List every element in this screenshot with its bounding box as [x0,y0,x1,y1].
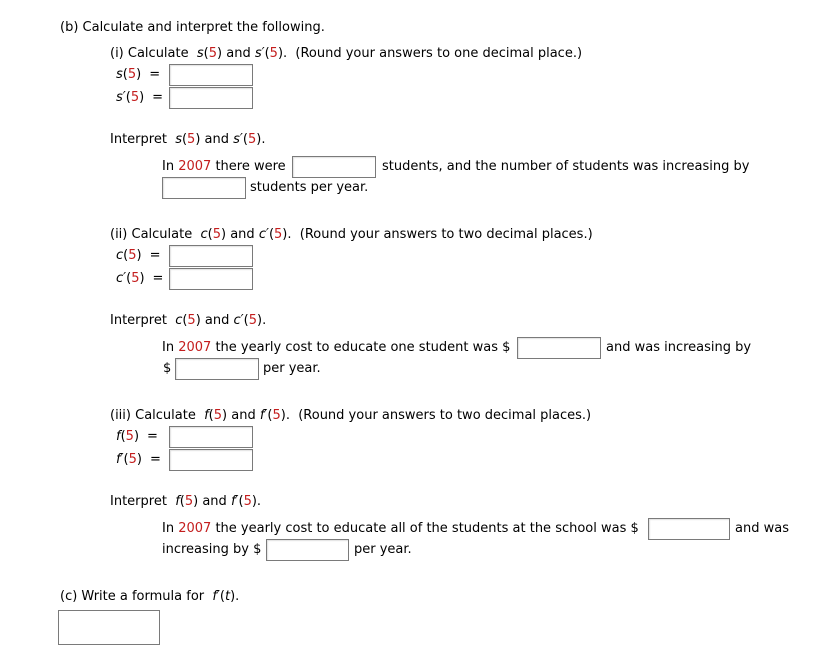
formula-input[interactable] [58,610,160,645]
c-prime-5-label: c′(5) = [116,271,164,286]
sub-ii-interpret-heading: Interpret c(5) and c′(5). [110,313,267,328]
c-prime-5-input[interactable] [169,268,253,290]
sub-i-sentence-line2: students per year. [250,180,369,195]
sub-iii-sentence-line1b: and was [735,521,789,536]
sub-i-sentence-line1b: students, and the number of students was increasing by [382,159,750,174]
cost-per-student-input[interactable] [517,337,601,359]
sub-ii-sentence-line2: per year. [263,361,321,376]
students-count-input[interactable] [292,156,376,178]
s-prime-5-input[interactable] [169,87,253,109]
f5-input[interactable] [169,426,253,448]
sub-iii-sentence-line1a: In 2007 the yearly cost to educate all of the students at the school was $ [162,521,639,536]
sub-iii-sentence-line2a: increasing by $ [162,542,262,557]
sub-iii-interpret-heading: Interpret f(5) and f′(5). [110,494,262,509]
part-c-heading: (c) Write a formula for f′(t). [60,589,240,604]
s-prime-5-label: s′(5) = [116,90,164,105]
sub-i-interpret-heading: Interpret s(5) and s′(5). [110,132,266,147]
f-prime-5-label: f′(5) = [116,452,161,467]
s5-input[interactable] [169,64,253,86]
students-rate-input[interactable] [162,177,246,199]
sub-i-sentence-line1a: In 2007 there were [162,159,286,174]
sub-ii-sentence-line1b: and was increasing by [606,340,752,355]
f-prime-5-input[interactable] [169,449,253,471]
part-b-heading: (b) Calculate and interpret the following. [60,20,325,35]
sub-iii-prompt: (iii) Calculate f(5) and f′(5). (Round your answers to two decimal places.) [110,408,592,423]
sub-i-prompt: (i) Calculate s(5) and s′(5). (Round your answers to one decimal place.) [110,46,583,61]
s5-label: s(5) = [116,67,161,82]
total-cost-input[interactable] [648,518,730,540]
sub-ii-prompt: (ii) Calculate c(5) and c′(5). (Round your answers to two decimal places.) [110,227,593,242]
c5-input[interactable] [169,245,253,267]
total-cost-rate-input[interactable] [266,539,349,561]
dollar-sign: $ [163,361,172,376]
cost-rate-input[interactable] [175,358,259,380]
sub-ii-sentence-line1a: In 2007 the yearly cost to educate one student was $ [162,340,511,355]
f5-label: f(5) = [116,429,158,444]
c5-label: c(5) = [116,248,161,263]
sub-iii-sentence-line2b: per year. [354,542,412,557]
